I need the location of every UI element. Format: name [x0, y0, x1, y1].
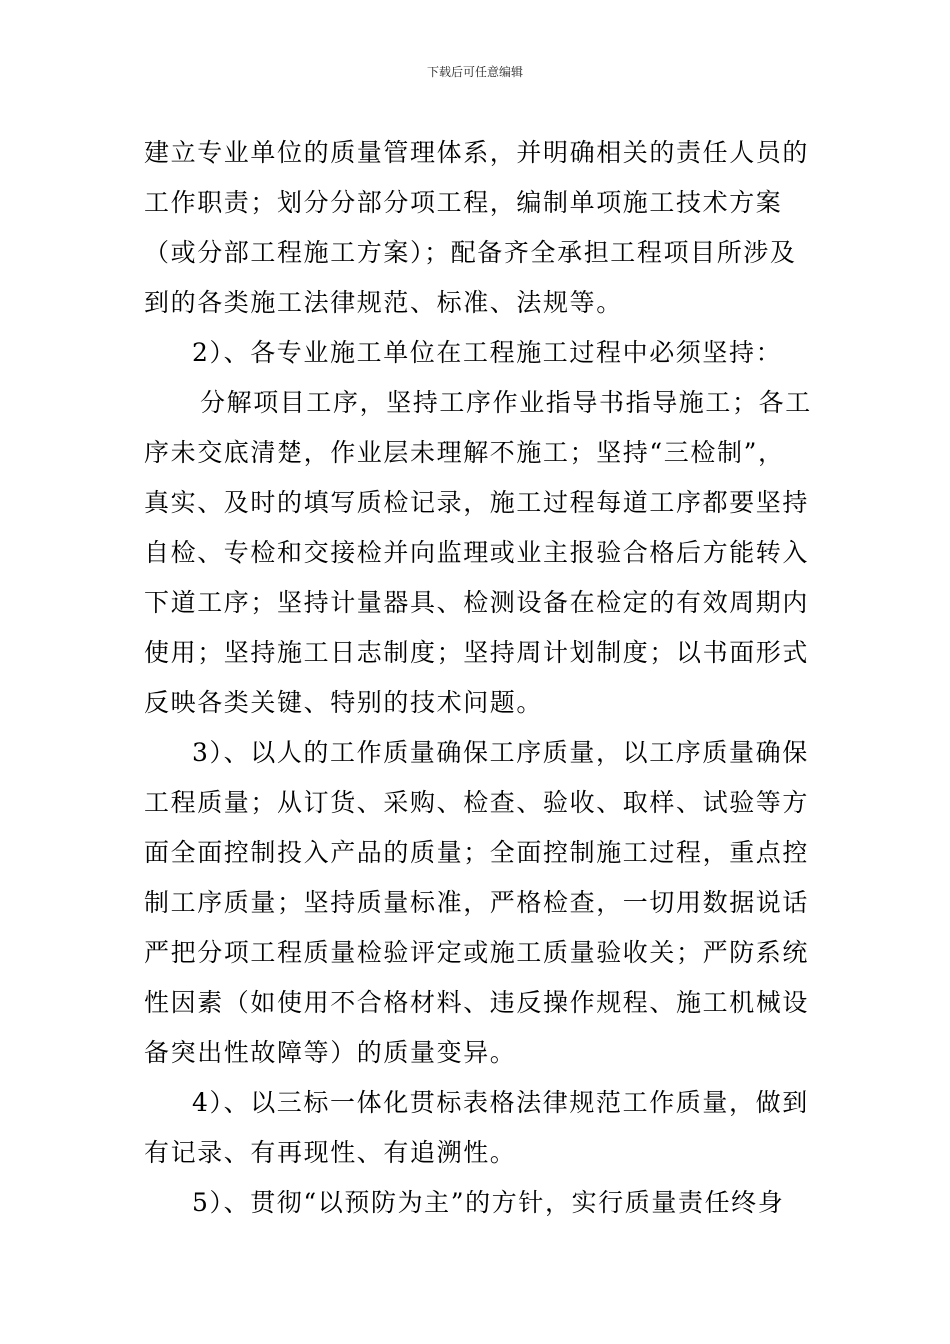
- paragraph-heading-3: 3）、以人的工作质量确保工序质量，以工序质量确保: [192, 738, 809, 767]
- text-line: 使用；坚持施工日志制度；坚持周计划制度；以书面形式: [144, 638, 810, 667]
- text-line: 反映各类关键、特别的技术问题。: [144, 688, 544, 717]
- text-line: 有记录、有再现性、有追溯性。: [144, 1138, 517, 1167]
- text-line: 真实、及时的填写质检记录，施工过程每道工序都要坚持: [144, 488, 810, 517]
- text-line: 下道工序；坚持计量器具、检测设备在检定的有效周期内: [144, 588, 810, 617]
- text-line: 备突出性故障等）的质量变异。: [144, 1038, 517, 1067]
- paragraph-heading-4: 4）、以三标一体化贯标表格法律规范工作质量，做到: [192, 1088, 809, 1117]
- text-line: 面全面控制投入产品的质量；全面控制施工过程，重点控: [144, 838, 810, 867]
- text-line: 制工序质量；坚持质量标准，严格检查，一切用数据说话: [144, 888, 810, 917]
- text-line: 严把分项工程质量检验评定或施工质量验收关；严防系统: [144, 938, 810, 967]
- text-line: 工作职责；划分分部分项工程，编制单项施工技术方案: [144, 188, 783, 217]
- text-line: 性因素（如使用不合格材料、违反操作规程、施工机械设: [144, 988, 810, 1017]
- text-line: 工程质量；从订货、采购、检查、验收、取样、试验等方: [144, 788, 810, 817]
- text-line: 分解项目工序，坚持工序作业指导书指导施工；各工: [200, 388, 812, 417]
- document-body: [144, 128, 824, 1228]
- paragraph-heading-5: 5）、贯彻“以预防为主”的方针，实行质量责任终身: [192, 1188, 785, 1217]
- paragraph-heading-2: 2）、各专业施工单位在工程施工过程中必须坚持：: [192, 338, 783, 367]
- text-line: 到的各类施工法律规范、标准、法规等。: [144, 288, 623, 317]
- text-line: 自检、专检和交接检并向监理或业主报验合格后方能转入: [144, 538, 810, 567]
- text-line: 建立专业单位的质量管理体系，并明确相关的责任人员的: [144, 138, 810, 167]
- text-line: （或分部工程施工方案）；配备齐全承担工程项目所涉及: [144, 238, 797, 267]
- text-line: 序未交底清楚，作业层未理解不施工；坚持“三检制”，: [144, 438, 785, 467]
- page-header: 下载后可任意编辑: [426, 65, 523, 79]
